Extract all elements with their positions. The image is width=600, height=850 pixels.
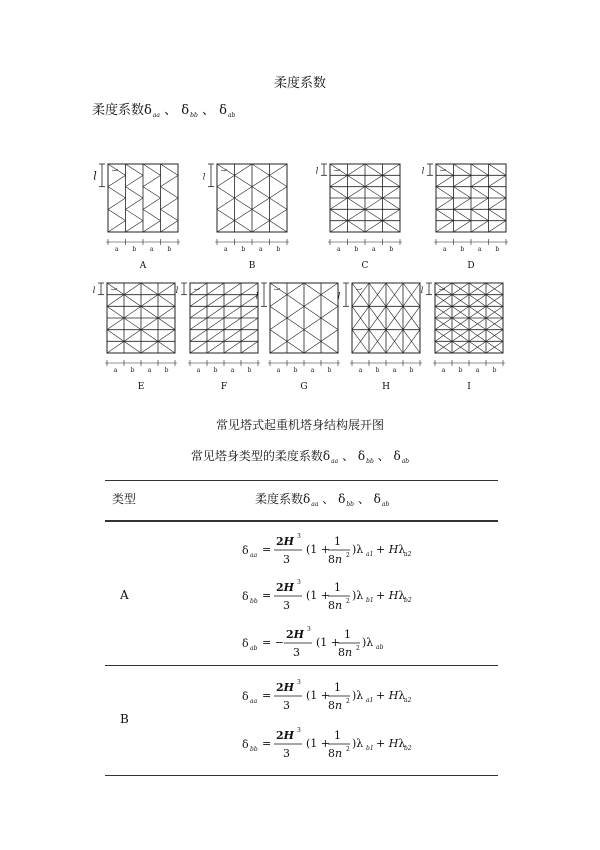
- svg-text:δ: δ: [242, 590, 249, 603]
- panel-label-d: D: [467, 261, 475, 271]
- header-coef-text: 柔度系数: [255, 492, 304, 506]
- figure-caption: 常见塔式起重机塔身结构展开图: [215, 418, 384, 432]
- panel-label-b: B: [248, 261, 256, 271]
- subscript-aa: aa: [331, 458, 339, 465]
- a-dimension-label: a: [358, 367, 363, 374]
- row-type-a: A: [120, 588, 129, 602]
- svg-text:δ: δ: [242, 637, 249, 650]
- svg-text:+ Hλ: + Hλ: [376, 737, 406, 750]
- lattice-panel-g: [256, 283, 340, 392]
- svg-text:8n: 8n: [328, 599, 343, 612]
- svg-text:2H: 2H: [276, 581, 295, 594]
- page-title: 柔度系数: [273, 76, 326, 91]
- panel-label-c: C: [361, 261, 369, 271]
- svg-text:1: 1: [334, 729, 341, 742]
- svg-text:3: 3: [297, 727, 301, 734]
- svg-text:2: 2: [346, 598, 350, 605]
- l-dimension-label: l: [255, 291, 259, 301]
- b-dimension-label: b: [293, 367, 298, 374]
- delta-symbol: δ: [393, 449, 401, 463]
- l-dimension-label: l: [421, 166, 425, 176]
- subscript-aa: aa: [152, 112, 160, 119]
- b-dimension-label: b: [460, 246, 465, 253]
- a-dimension-label: a: [336, 246, 341, 253]
- svg-text:(1 +: (1 +: [306, 689, 331, 702]
- svg-text:(1 +: (1 +: [306, 543, 331, 556]
- svg-text:8n: 8n: [328, 699, 343, 712]
- svg-text:3: 3: [283, 553, 290, 566]
- lattice-panel-f: [176, 283, 260, 392]
- l-dimension-label: l: [175, 285, 179, 295]
- svg-text:aa: aa: [250, 552, 258, 559]
- angle-arc: [334, 169, 340, 171]
- angle-arc: [221, 169, 227, 171]
- svg-text:δ: δ: [242, 690, 249, 703]
- a-dimension-label: a: [223, 246, 228, 253]
- subtitle-prefix: 柔度系数: [92, 103, 145, 118]
- panel-label-g: G: [300, 382, 308, 392]
- b-dimension-label: b: [213, 367, 218, 374]
- panel-label-h: H: [382, 382, 390, 392]
- table-caption: [0, 447, 600, 465]
- a-dimension-label: a: [230, 367, 235, 374]
- svg-text:)λ: )λ: [362, 636, 374, 649]
- svg-text:8n: 8n: [328, 747, 343, 760]
- svg-text:a1: a1: [366, 697, 374, 704]
- svg-text:a2: a2: [404, 697, 412, 704]
- l-dimension-label: l: [92, 285, 96, 295]
- svg-text:bb: bb: [250, 746, 258, 753]
- formula-a-delta-aa: [240, 530, 440, 570]
- svg-text:8n: 8n: [338, 646, 353, 659]
- panel-label-f: F: [220, 382, 228, 392]
- svg-text:+ Hλ: + Hλ: [376, 543, 406, 556]
- separator: 、: [342, 449, 355, 463]
- b-dimension-label: b: [458, 367, 463, 374]
- b-dimension-label: b: [247, 367, 252, 374]
- b-dimension-label: b: [375, 367, 380, 374]
- row-divider: [105, 665, 498, 666]
- svg-text:+ Hλ: + Hλ: [376, 689, 406, 702]
- svg-text:1: 1: [334, 681, 341, 694]
- svg-text:+ Hλ: + Hλ: [376, 589, 406, 602]
- a-dimension-label: a: [147, 367, 152, 374]
- b-dimension-label: b: [276, 246, 281, 253]
- svg-text:2: 2: [346, 552, 350, 559]
- delta-symbol: δ: [219, 103, 227, 118]
- subscript-bb: bb: [190, 112, 198, 119]
- svg-text:(1 +: (1 +: [306, 589, 331, 602]
- svg-text:3: 3: [283, 699, 290, 712]
- svg-text:a1: a1: [366, 551, 374, 558]
- subscript-bb: bb: [346, 501, 354, 508]
- table-bottom-rule: [105, 775, 498, 776]
- b-dimension-label: b: [389, 246, 394, 253]
- svg-text:3: 3: [297, 579, 301, 586]
- b-dimension-label: b: [409, 367, 414, 374]
- svg-text:ab: ab: [250, 645, 258, 652]
- svg-text:b1: b1: [366, 745, 374, 752]
- b-dimension-label: b: [132, 246, 137, 253]
- svg-text:2H: 2H: [286, 628, 305, 641]
- svg-text:2: 2: [356, 645, 360, 652]
- delta-symbol: δ: [373, 492, 381, 506]
- svg-text:2: 2: [346, 746, 350, 753]
- lattice-panel-d: [422, 164, 508, 271]
- svg-text:bb: bb: [250, 598, 258, 605]
- a-dimension-label: a: [196, 367, 201, 374]
- svg-text:ab: ab: [376, 644, 384, 651]
- b-dimension-label: b: [167, 246, 172, 253]
- a-dimension-label: a: [392, 367, 397, 374]
- delta-symbol: δ: [322, 449, 331, 463]
- svg-text:b2: b2: [404, 745, 412, 752]
- angle-arc: [356, 288, 362, 290]
- panel-label-e: E: [137, 382, 145, 392]
- delta-symbol: δ: [338, 492, 346, 506]
- a-dimension-label: a: [258, 246, 263, 253]
- svg-text:=: =: [262, 589, 272, 602]
- a-dimension-label: a: [310, 367, 315, 374]
- lattice-panel-c: [316, 164, 402, 271]
- table-top-rule: [105, 480, 498, 481]
- lattice-panel-a: [93, 164, 180, 271]
- a-dimension-label: a: [114, 246, 119, 253]
- subscript-bb: bb: [366, 458, 374, 465]
- l-dimension-label: l: [337, 291, 341, 301]
- lattice-panel-h: [338, 283, 422, 392]
- a-dimension-label: a: [442, 246, 447, 253]
- svg-text:2H: 2H: [276, 729, 295, 742]
- svg-text:3: 3: [297, 533, 301, 540]
- delta-symbol: δ: [144, 103, 152, 118]
- b-dimension-label: b: [495, 246, 500, 253]
- b-dimension-label: b: [354, 246, 359, 253]
- row-type-b: B: [120, 712, 129, 726]
- svg-text:)λ: )λ: [352, 543, 364, 556]
- svg-text:= −: = −: [262, 636, 284, 649]
- formula-b-delta-aa: [240, 676, 440, 716]
- svg-text:a2: a2: [404, 551, 412, 558]
- angle-arc: [112, 169, 118, 171]
- svg-text:=: =: [262, 543, 272, 556]
- b-dimension-label: b: [130, 367, 135, 374]
- subscript-ab: ab: [381, 501, 390, 508]
- svg-text:3: 3: [297, 679, 301, 686]
- lattice-panel-e: [93, 283, 177, 392]
- a-dimension-label: a: [371, 246, 376, 253]
- a-dimension-label: a: [149, 246, 154, 253]
- lattice-panel-i: [421, 283, 505, 392]
- svg-text:b1: b1: [366, 597, 374, 604]
- l-dimension-label: l: [93, 169, 97, 183]
- a-dimension-label: a: [441, 367, 446, 374]
- delta-symbol: δ: [181, 103, 190, 118]
- svg-text:2: 2: [346, 698, 350, 705]
- svg-text:3: 3: [293, 646, 300, 659]
- subtitle: [92, 99, 235, 119]
- svg-text:2H: 2H: [276, 681, 295, 694]
- svg-text:)λ: )λ: [352, 737, 364, 750]
- svg-text:1: 1: [334, 581, 341, 594]
- svg-text:=: =: [262, 737, 272, 750]
- svg-text:δ: δ: [242, 738, 249, 751]
- header-coefficient: [255, 490, 389, 508]
- b-dimension-label: b: [492, 367, 497, 374]
- a-dimension-label: a: [475, 367, 480, 374]
- formula-a-delta-bb: [240, 576, 440, 616]
- b-dimension-label: b: [327, 367, 332, 374]
- svg-text:)λ: )λ: [352, 689, 364, 702]
- angle-arc: [440, 169, 446, 171]
- svg-text:8n: 8n: [328, 553, 343, 566]
- formula-a-delta-ab: [240, 623, 440, 663]
- subscript-aa: aa: [311, 501, 319, 508]
- svg-text:(1 +: (1 +: [316, 636, 341, 649]
- subscript-ab: ab: [227, 112, 236, 119]
- svg-text:)λ: )λ: [352, 589, 364, 602]
- svg-text:1: 1: [344, 628, 351, 641]
- panel-label-a: A: [139, 261, 147, 271]
- l-dimension-label: l: [420, 285, 424, 295]
- header-type: 类型: [112, 492, 137, 506]
- separator: 、: [201, 103, 215, 118]
- panel-label-i: I: [467, 382, 471, 392]
- delta-symbol: δ: [303, 492, 311, 506]
- l-dimension-label: l: [202, 172, 206, 182]
- separator: 、: [164, 103, 178, 118]
- b-dimension-label: b: [241, 246, 246, 253]
- svg-text:3: 3: [283, 747, 290, 760]
- a-dimension-label: a: [113, 367, 118, 374]
- a-dimension-label: a: [276, 367, 281, 374]
- delta-symbol: δ: [357, 449, 366, 463]
- separator: 、: [322, 492, 335, 506]
- table-header-rule: [105, 520, 498, 522]
- svg-text:b2: b2: [404, 597, 412, 604]
- separator: 、: [357, 492, 370, 506]
- a-dimension-label: a: [477, 246, 482, 253]
- tower-structure-figure: [0, 150, 600, 400]
- svg-text:δ: δ: [242, 544, 249, 557]
- svg-text:aa: aa: [250, 698, 258, 705]
- separator: 、: [377, 449, 390, 463]
- table-caption-text: 常见塔身类型的柔度系数: [190, 449, 323, 463]
- subscript-ab: ab: [401, 458, 410, 465]
- b-dimension-label: b: [164, 367, 169, 374]
- svg-text:(1 +: (1 +: [306, 737, 331, 750]
- svg-text:=: =: [262, 689, 272, 702]
- svg-text:2H: 2H: [276, 535, 295, 548]
- lattice-panel-b: [203, 164, 289, 271]
- svg-text:1: 1: [334, 535, 341, 548]
- svg-text:3: 3: [283, 599, 290, 612]
- formula-b-delta-bb: [240, 724, 440, 764]
- l-dimension-label: l: [315, 166, 319, 176]
- svg-text:3: 3: [307, 626, 311, 633]
